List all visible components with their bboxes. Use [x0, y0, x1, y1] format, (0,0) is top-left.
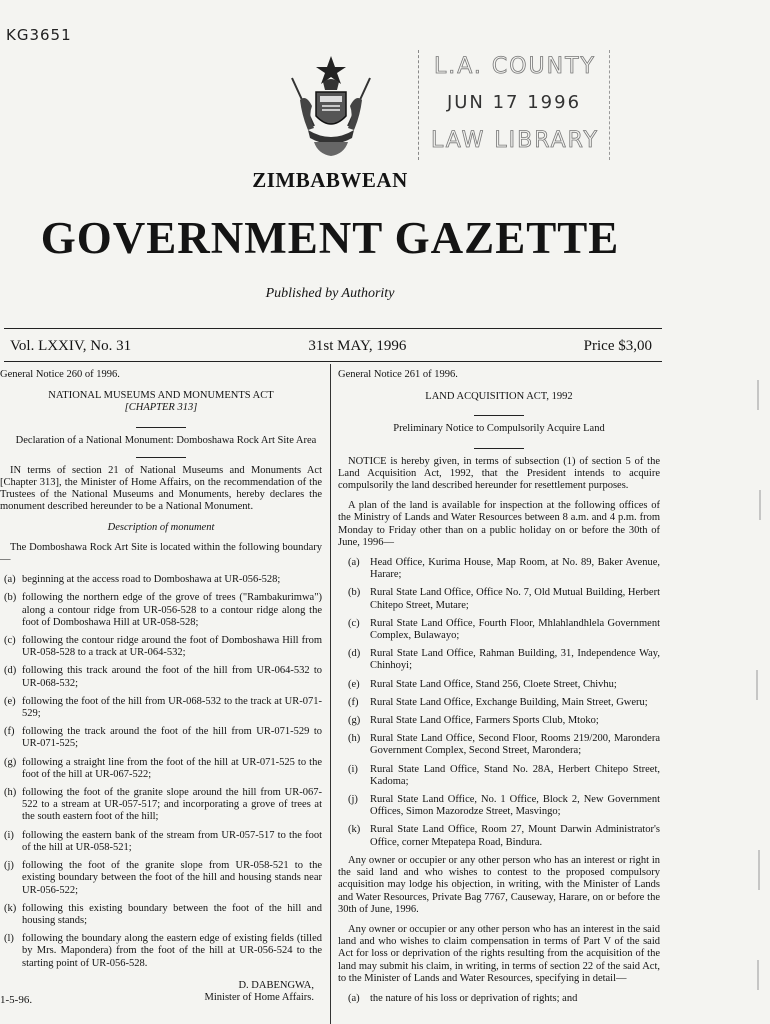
office-item-label: (k) — [348, 824, 361, 836]
boundary-item-text: following the contour ridge around the foot of Domboshawa Hill from UR-058-528 to a track at UR-064-532; — [22, 635, 322, 659]
issue-line — [10, 338, 652, 355]
short-rule — [474, 448, 524, 449]
boundary-item-label: (d) — [4, 665, 17, 677]
office-item-text: Rural State Land Office, Rahman Building, 31, Independence Way, Chinhoyi; — [370, 648, 660, 672]
boundary-item — [0, 933, 322, 970]
description-heading: Description of monument — [107, 521, 215, 533]
boundary-item-text: following the foot of the granite slope around the hill from UR-067-522 to a stream at UR-057-517; and incorporating a grove of trees at the south eastern foot of the hill; — [22, 787, 322, 823]
act-title: NATIONAL MUSEUMS AND MONUMENTS ACT — [48, 390, 274, 402]
office-item-label: (h) — [348, 733, 361, 745]
boundary-item — [0, 830, 322, 854]
office-item-label: (e) — [348, 678, 360, 690]
boundary-item — [0, 574, 322, 586]
notice-paragraph-4: Any owner or occupier or any other person who has an interest in the said land and who wishes to claim compensation in terms of Part V of the said Act for loss or deprivation of the rights resulting from the acquisition of the land may submit his claim, in writing, in terms of section 22 of the said Act, to the Minister of Lands and Water Resources, specifying in detail— — [338, 923, 660, 984]
boundary-item-label: (k) — [4, 902, 17, 914]
office-item-label: (b) — [348, 587, 361, 599]
boundary-item-label: (b) — [4, 592, 17, 604]
boundary-item-text: following the northern edge of the grove of trees ("Rambakurimwa") along a contour ridge from UR-056-528 to a contour ridge along the foot of Domboshawa Hill at UR-058-528; — [22, 592, 322, 628]
office-item — [338, 587, 660, 611]
issue-volume: Vol. LXXIV, No. 31 — [10, 338, 132, 354]
office-item-text: Rural State Land Office, Second Floor, Rooms 219/200, Marondera Government Complex, Second Street, Marondera; — [370, 733, 660, 757]
issue-price: Price $3,00 — [583, 338, 652, 354]
office-item-label: (i) — [348, 763, 358, 775]
boundary-item-label: (h) — [4, 787, 17, 799]
boundary-item-label: (a) — [4, 574, 16, 586]
boundary-item-text: beginning at the access road to Domboshawa at UR-056-528; — [22, 574, 281, 586]
declaration-title: Declaration of a National Monument: Domboshawa Rock Art Site Area — [15, 434, 317, 446]
detail-item-label: (a) — [348, 992, 360, 1004]
boundary-item-text: following this track around the foot of the hill from UR-064-532 to UR-068-532; — [22, 665, 322, 689]
masthead-country: ZIMBABWEAN — [252, 168, 408, 192]
detail-item — [338, 993, 660, 1005]
office-item-label: (a) — [348, 557, 360, 569]
office-item-label: (f) — [348, 696, 359, 708]
boundary-item-text: following the foot of the granite slope from UR-058-521 to the existing boundary between the foot of the hill and housing stands near UR-056-522; — [22, 860, 322, 896]
signatory-name: D. DABENGWA, — [238, 979, 314, 991]
office-item-label: (c) — [348, 617, 360, 629]
boundary-item — [0, 903, 322, 927]
notice-paragraph-2: A plan of the land is available for inspection at the following offices of the Ministry of Lands and Water Resources between 8 a.m. and 4 p.m. from Monday to Friday other than on a public holiday on or before the 30th of June, 1996— — [338, 500, 660, 548]
notice-date: 1-5-96. — [0, 993, 33, 1006]
boundary-item — [0, 592, 322, 629]
office-item — [338, 764, 660, 788]
office-item — [338, 557, 660, 581]
office-item-text: Rural State Land Office, Fourth Floor, Mhlahlandhlela Government Complex, Bulawayo; — [370, 617, 660, 642]
notice-number: General Notice 261 of 1996. — [338, 369, 458, 380]
office-item — [338, 794, 660, 818]
office-item-label: (d) — [348, 648, 361, 660]
detail-item-text: the nature of his loss or deprivation of rights; and — [370, 992, 578, 1004]
boundary-item-text: following a straight line from the foot of the hill at UR-071-525 to the foot of the hill at UR-067-522; — [22, 756, 322, 780]
office-item-text: Rural State Land Office, Office No. 7, Old Mutual Building, Herbert Chitepo Street, Mutare; — [370, 587, 660, 611]
office-item — [338, 824, 660, 848]
notice-paragraph-3: Any owner or occupier or any other person who has an interest or right in the said land and who wishes to contest to the proposed compulsory acquisition may lodge his objection, in writing, with the Minister of Lands and Water Resources, Private Bag 7767, Causeway, Harare, on or before the 30th of June, 1996. — [338, 854, 660, 915]
column-divider — [330, 364, 331, 1024]
handwritten-reference: KG3651 — [6, 26, 72, 44]
boundary-item — [0, 696, 322, 720]
notice-intro: IN terms of section 21 of National Museums and Monuments Act [Chapter 313], the Minister of Home Affairs, on the recommendation of the Trustees of the National Museums and Monuments, hereby declares the monument described hereunder to be a National Monument. — [0, 464, 322, 513]
office-item — [338, 733, 660, 757]
boundary-item-label: (j) — [4, 860, 14, 872]
boundary-item-text: following the boundary along the eastern edge of existing fields (tilled by Mrs. Mapondera) from the foot of the hill at UR-056-524 to the starting point of UR-056-528. — [22, 933, 322, 969]
page-edge-marks — [746, 370, 766, 1010]
office-item-text: Rural State Land Office, Farmers Sports Club, Mtoko; — [370, 715, 599, 727]
office-item-text: Rural State Land Office, Room 27, Mount Darwin Administrator's Office, corner Mtepatepa Road, Bindura. — [370, 824, 660, 848]
stamp-date: JUN 17 1996 — [446, 92, 582, 113]
act-heading — [0, 390, 322, 414]
office-item-text: Rural State Land Office, Exchange Building, Main Street, Gweru; — [370, 696, 648, 708]
short-rule — [474, 415, 524, 416]
detail-list — [338, 993, 660, 1005]
boundary-item-label: (e) — [4, 695, 16, 707]
notice-subtitle: Preliminary Notice to Compulsorily Acquire Land — [393, 423, 605, 435]
short-rule — [136, 457, 186, 458]
notice-number: General Notice 260 of 1996. — [0, 369, 120, 380]
boundary-item — [0, 635, 322, 659]
boundary-item-text: following this existing boundary between the foot of the hill and housing stands; — [22, 902, 322, 926]
act-title: LAND ACQUISITION ACT, 1992 — [425, 391, 573, 403]
boundary-item — [0, 665, 322, 689]
office-item-text: Rural State Land Office, Stand 256, Cloete Street, Chivhu; — [370, 678, 617, 690]
issue-date: 31st MAY, 1996 — [308, 338, 407, 354]
boundary-list — [0, 574, 322, 969]
office-item — [338, 618, 660, 642]
masthead-publisher: Published by Authority — [265, 286, 395, 301]
boundary-item-label: (g) — [4, 756, 17, 768]
office-item-label: (j) — [348, 794, 358, 806]
boundary-item-label: (l) — [4, 933, 14, 945]
office-item — [338, 697, 660, 709]
office-item — [338, 715, 660, 727]
boundary-item — [0, 757, 322, 781]
boundary-item — [0, 787, 322, 824]
signature-block — [0, 980, 322, 1008]
issue-rule-top — [4, 328, 662, 329]
boundary-item — [0, 726, 322, 750]
office-item-label: (g) — [348, 715, 361, 727]
short-rule — [136, 427, 186, 428]
stamp-library-name: L.A. COUNTY — [433, 54, 596, 79]
boundary-intro: The Domboshawa Rock Art Site is located within the following boundary— — [0, 541, 322, 566]
notice-260 — [0, 369, 322, 1008]
stamp-library-type: LAW LIBRARY — [431, 128, 599, 153]
boundary-item-label: (c) — [4, 635, 16, 647]
boundary-item-label: (f) — [4, 726, 15, 738]
library-received-stamp — [418, 50, 610, 160]
office-item — [338, 648, 660, 672]
zimbabwe-coat-of-arms-icon — [286, 54, 376, 159]
notice-paragraph-1: NOTICE is hereby given, in terms of subsection (1) of section 5 of the Land Acquisition Act, 1992, that the President intends to acquire compulsorily the land described hereunder for resettlement purposes. — [338, 455, 660, 492]
boundary-item-text: following the track around the foot of the hill from UR-071-529 to UR-071-525; — [22, 726, 322, 750]
office-item — [338, 679, 660, 691]
notice-261 — [338, 369, 660, 1011]
office-item-text: Head Office, Kurima House, Map Room, at No. 89, Baker Avenue, Harare; — [370, 557, 660, 581]
issue-rule-bottom — [4, 361, 662, 362]
signatory-title: Minister of Home Affairs. — [204, 991, 314, 1003]
boundary-item — [0, 860, 322, 897]
office-item-text: Rural State Land Office, Stand No. 28A, Herbert Chitepo Street, Kadoma; — [370, 763, 660, 787]
boundary-item-label: (i) — [4, 829, 14, 841]
office-list — [338, 557, 660, 849]
boundary-item-text: following the foot of the hill from UR-068-532 to the track at UR-071-529; — [22, 695, 322, 720]
boundary-item-text: following the eastern bank of the stream from UR-057-517 to the foot of the hill at UR-058-521; — [22, 829, 322, 853]
office-item-text: Rural State Land Office, No. 1 Office, Block 2, New Government Offices, Simon Mazorodze Street, Masvingo; — [370, 794, 660, 818]
act-chapter: [CHAPTER 313] — [124, 402, 198, 414]
masthead-title: GOVERNMENT GAZETTE — [40, 213, 620, 263]
